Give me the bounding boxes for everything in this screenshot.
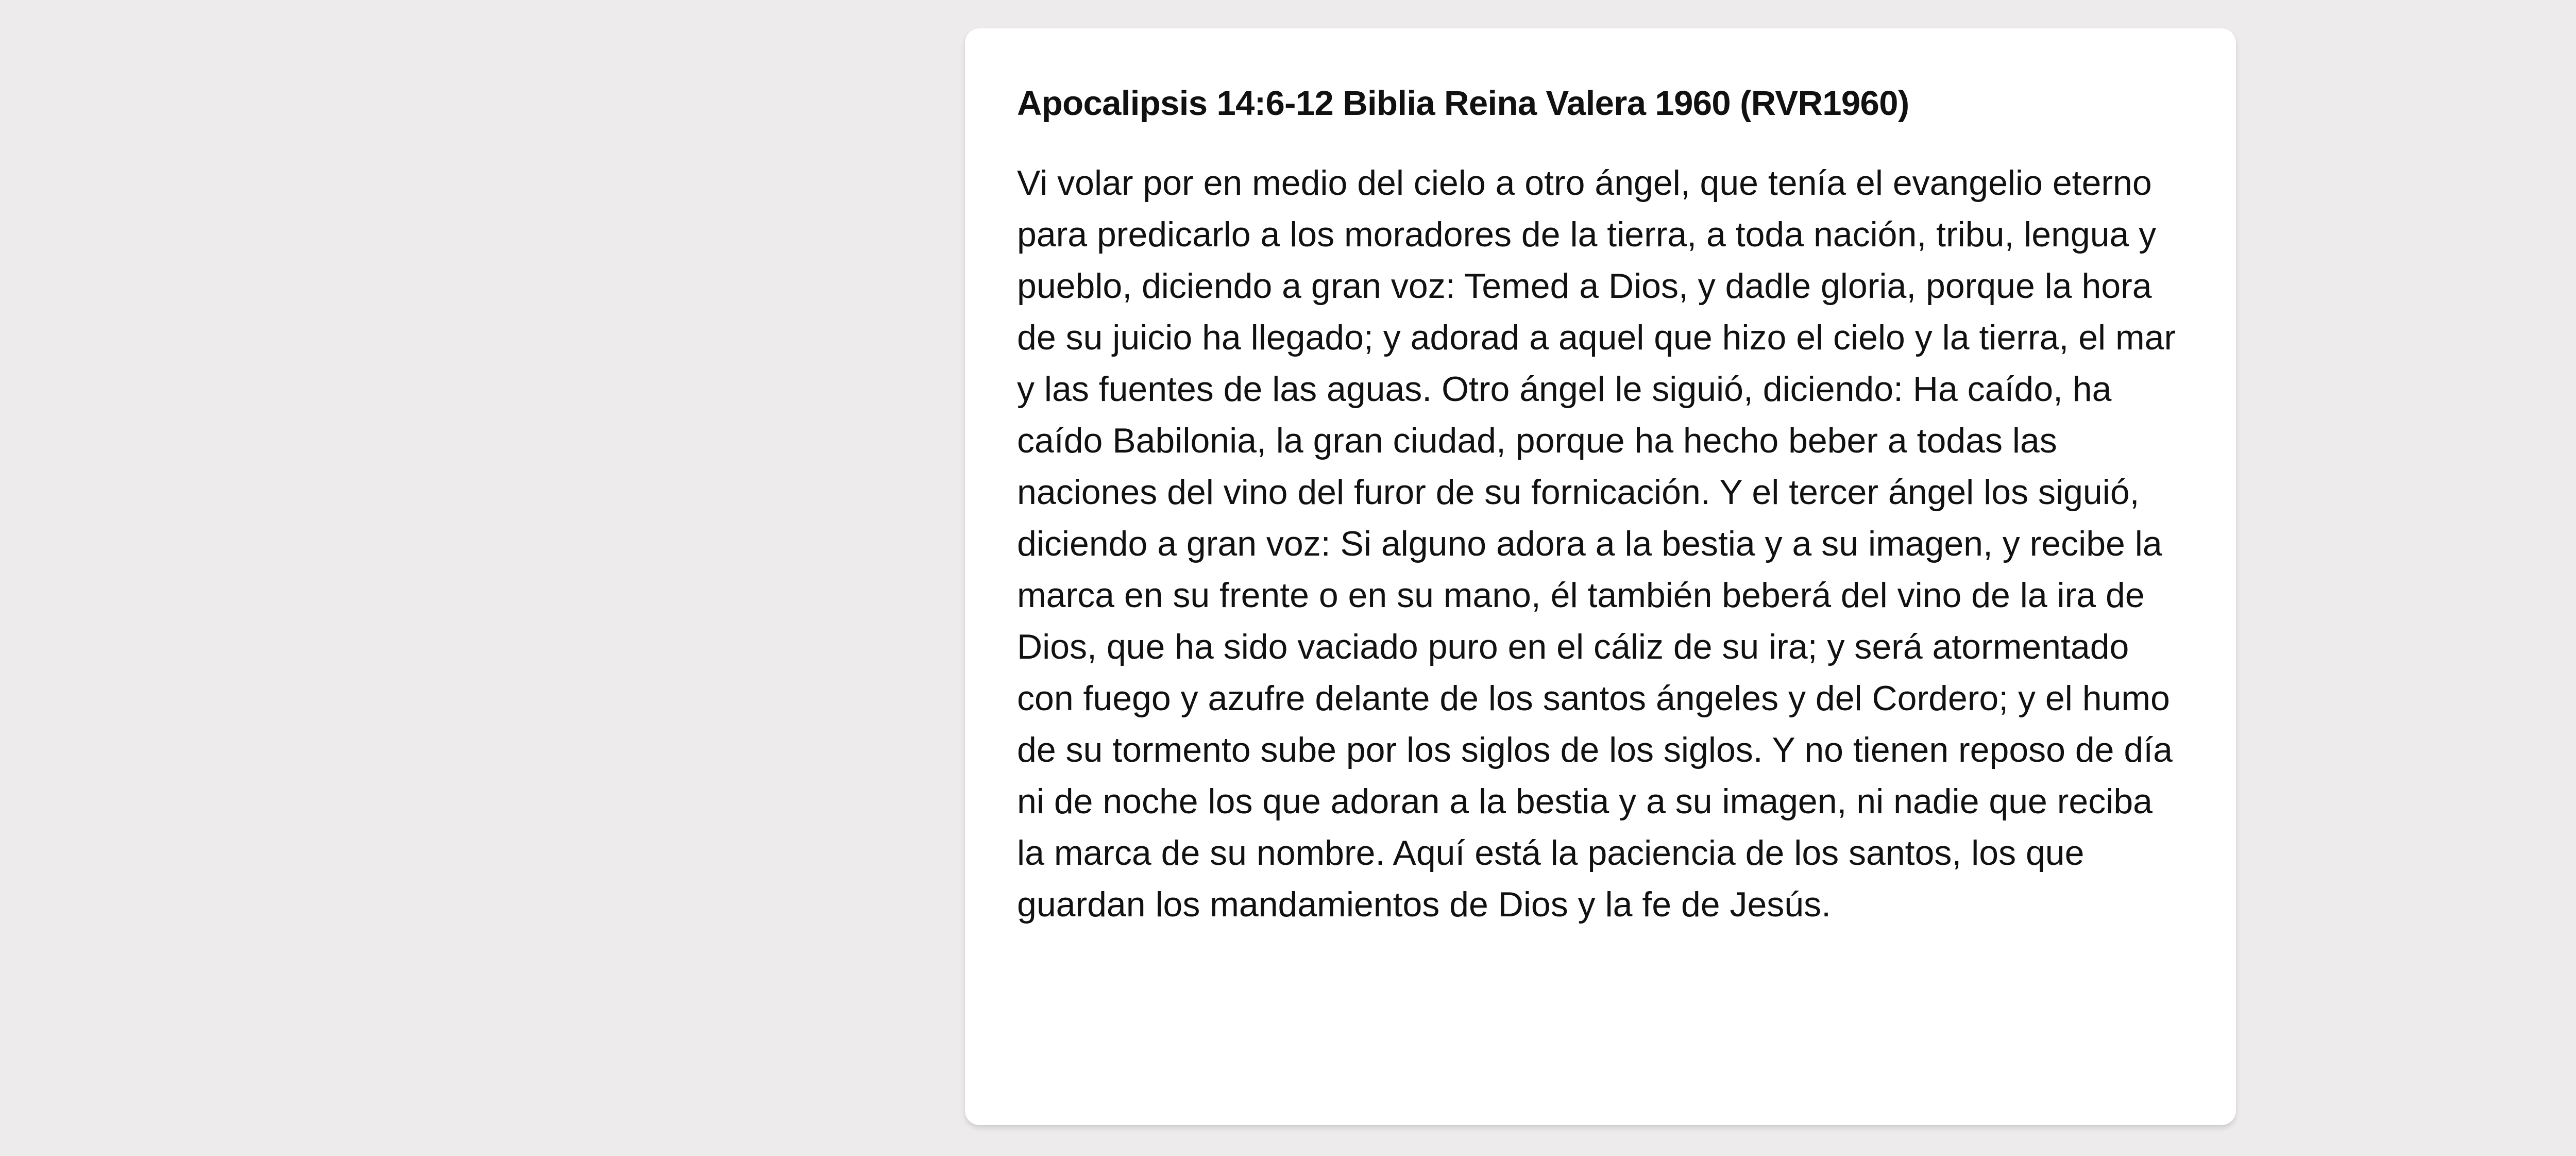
passage-title: Apocalipsis 14:6-12 Biblia Reina Valera 1960 (RVR1960) (1017, 84, 1909, 123)
passage-card (965, 28, 2236, 1125)
passage-text: Vi volar por en medio del cielo a otro ángel, que tenía el evangelio eterno para predicarlo a los moradores de la tierra, a toda nación, tribu, lengua y pueblo, diciendo a gran voz: Temed a Dios, y dadle gloria, porque la hora de su juicio ha llegado; y adorad a aquel que hizo el cielo y la tierra, el mar y las fuentes de las aguas. Otro ángel le siguió, diciendo: Ha caído, ha caído Babilonia, la gran ciudad, porque ha hecho beber a todas las naciones del vino del furor de su fornicación. Y el tercer ángel los siguió, diciendo a gran voz: Si alguno adora a la bestia y a su imagen, y recibe la marca en su frente o en su mano, él también beberá del vino de la ira de Dios, que ha sido vaciado puro en el cáliz de su ira; y será atormentado con fuego y azufre delante de los santos ángeles y del Cordero; y el humo de su tormento sube por los siglos de los siglos. Y no tienen reposo de día ni de noche los que adoran a la bestia y a su imagen, ni nadie que reciba la marca de su nombre. Aquí está la paciencia de los santos, los que guardan los mandamientos de Dios y la fe de Jesús. (1017, 163, 2176, 924)
